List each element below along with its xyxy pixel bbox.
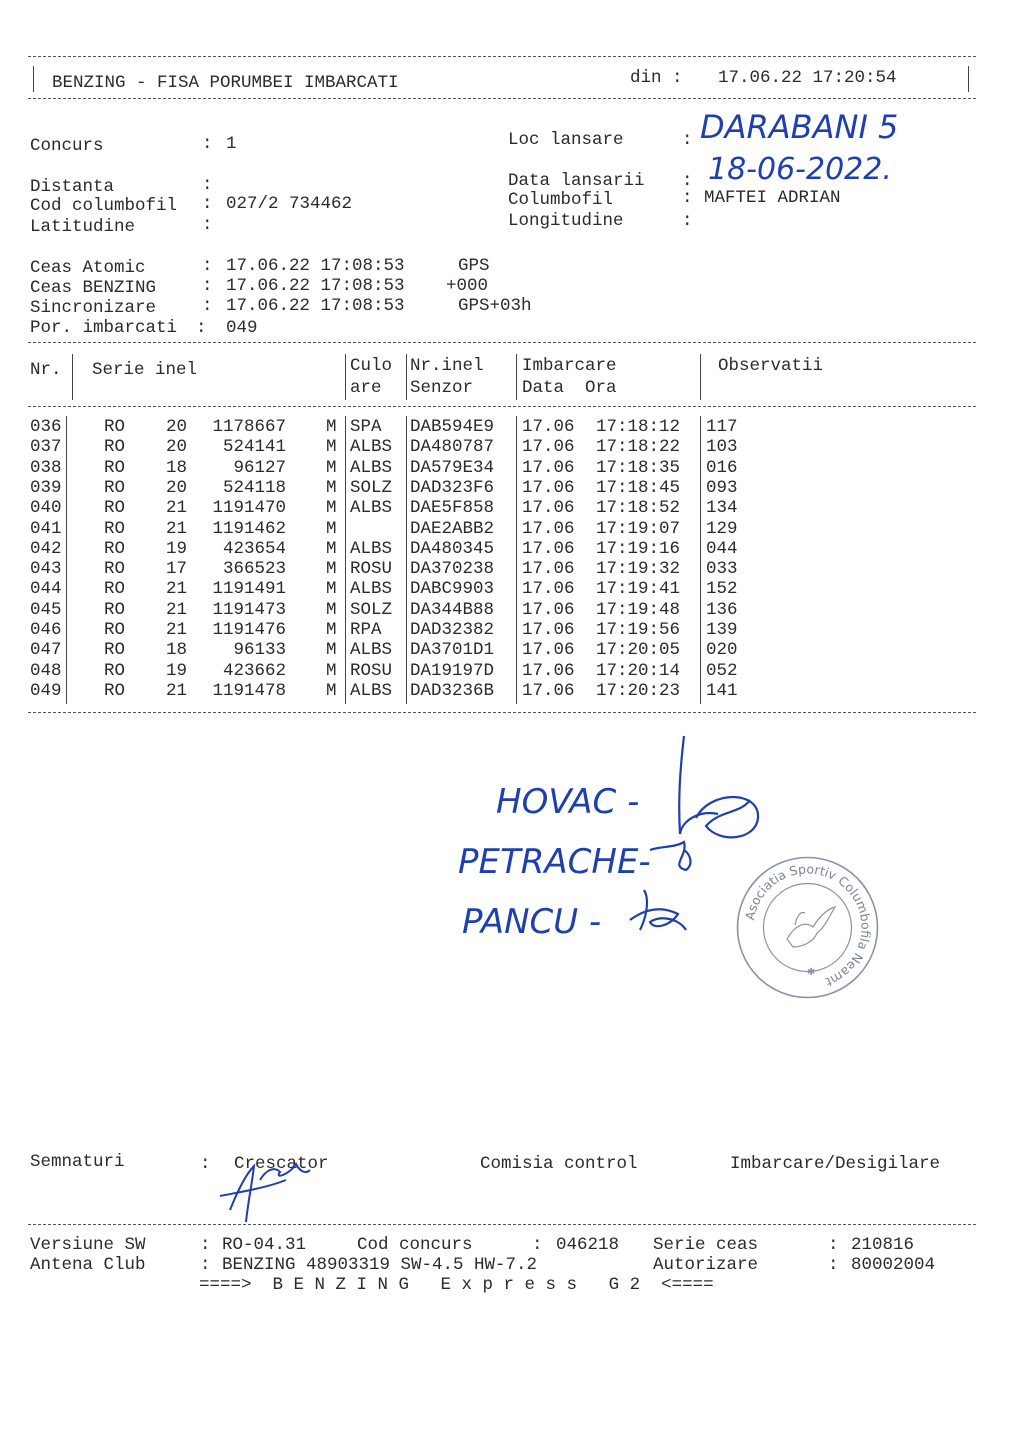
cell-yr: 19 <box>166 538 188 559</box>
semnaturi-label: Semnaturi <box>30 1152 125 1172</box>
cell-yr: 18 <box>166 640 188 661</box>
cell-num: 423662 <box>222 660 286 681</box>
cod-columbofil-colon: : <box>202 194 213 214</box>
loc-lansare-label: Loc lansare <box>508 130 624 150</box>
ceas-benzing-label: Ceas BENZING <box>30 278 157 298</box>
cell-nr: 036 <box>30 417 62 437</box>
cell-col: ALBS <box>350 579 393 600</box>
cell-num: 423654 <box>222 538 286 559</box>
table-header-divider <box>28 406 976 407</box>
cell-num: 1191473 <box>212 599 286 620</box>
antena-club-colon: : <box>200 1255 211 1275</box>
cod-columbofil-value: 027/2 734462 <box>226 194 353 214</box>
col-sep-sex <box>345 416 346 704</box>
cell-sensor: DAD3236B <box>410 680 495 701</box>
cell-num: 1191462 <box>212 518 286 539</box>
cell-col: ALBS <box>350 457 393 478</box>
cell-ctry: RO <box>104 538 126 559</box>
porumbei-imbarcati-label: Por. imbarcati <box>30 318 178 338</box>
cell-nr: 037 <box>30 437 62 458</box>
cell-ctry: RO <box>104 437 126 458</box>
header-observatii: Observatii <box>718 356 824 376</box>
cell-sensor: DA370238 <box>410 559 495 580</box>
cell-time: 17:18:22 <box>596 437 681 458</box>
cell-nr: 039 <box>30 477 62 498</box>
cell-sex: M <box>326 680 337 701</box>
crescator-signature <box>210 1150 320 1230</box>
cell-sensor: DAE2ABB2 <box>410 518 495 539</box>
cell-ctry: RO <box>104 680 126 701</box>
table-row <box>0 681 1024 701</box>
cell-time: 17:19:16 <box>596 538 681 559</box>
cell-col: ROSU <box>350 660 393 681</box>
table-row <box>0 539 1024 559</box>
cell-sex: M <box>326 518 337 539</box>
header-divider <box>28 98 976 99</box>
cell-date: 17.06 <box>522 518 575 539</box>
cell-date: 17.06 <box>522 559 575 580</box>
cell-time: 17:20:05 <box>596 640 681 661</box>
ceas-benzing-value: 17.06.22 17:08:53 <box>226 276 405 296</box>
cell-nr: 041 <box>30 518 62 539</box>
cell-nr: 040 <box>30 498 62 519</box>
columbofil-colon: : <box>682 188 693 208</box>
cell-col: ROSU <box>350 559 393 580</box>
cell-num: 1191476 <box>212 620 286 640</box>
header-imbarcare-1: Imbarcare <box>522 356 617 376</box>
cell-sensor: DA480787 <box>410 437 495 458</box>
cell-sensor: DA19197D <box>410 660 495 681</box>
cell-num: 1191491 <box>212 579 286 600</box>
cell-time: 17:19:56 <box>596 620 681 640</box>
svg-text:✱: ✱ <box>807 967 816 978</box>
serie-ceas-label: Serie ceas <box>653 1235 759 1255</box>
cod-concurs-colon: : <box>532 1235 543 1255</box>
porumbei-imbarcati-colon: : <box>196 318 207 338</box>
cell-date: 17.06 <box>522 660 575 681</box>
header-sep-4 <box>516 354 517 400</box>
serie-ceas-value: 210816 <box>851 1235 915 1255</box>
cell-ctry: RO <box>104 498 126 519</box>
cell-sensor: DABC9903 <box>410 579 495 600</box>
cell-nr: 047 <box>30 640 62 661</box>
cell-time: 17:20:23 <box>596 680 681 701</box>
cell-sex: M <box>326 538 337 559</box>
cell-yr: 20 <box>166 477 188 498</box>
crescator-label: Crescator <box>234 1154 329 1174</box>
sincronizare-colon: : <box>202 296 213 316</box>
ceas-atomic-value: 17.06.22 17:08:53 <box>226 256 405 276</box>
cell-obs: 103 <box>706 437 738 458</box>
sincronizare-label: Sincronizare <box>30 298 157 318</box>
cell-ctry: RO <box>104 477 126 498</box>
top-divider <box>28 56 976 57</box>
versiune-sw-label: Versiune SW <box>30 1235 146 1255</box>
cell-col: SOLZ <box>350 599 393 620</box>
cell-yr: 19 <box>166 660 188 681</box>
table-row <box>0 579 1024 599</box>
cell-time: 17:19:41 <box>596 579 681 600</box>
imbarcare-desigilare-label: Imbarcare/Desigilare <box>730 1154 941 1174</box>
cell-col: ALBS <box>350 538 393 559</box>
sincronizare-value: 17.06.22 17:08:53 <box>226 296 405 316</box>
cell-date: 17.06 <box>522 599 575 620</box>
cell-obs: 152 <box>706 579 738 600</box>
cell-sex: M <box>326 457 337 478</box>
cell-num: 1191470 <box>212 498 286 519</box>
table-row <box>0 478 1024 498</box>
cell-col: RPA <box>350 620 382 640</box>
header-nr-inel-1: Nr.inel <box>410 356 484 376</box>
longitudine-label: Longitudine <box>508 211 624 231</box>
cell-yr: 21 <box>166 620 188 640</box>
cell-ctry: RO <box>104 660 126 681</box>
cell-num: 96133 <box>233 640 286 661</box>
cell-ctry: RO <box>104 579 126 600</box>
commission-name-3: PANCU - <box>462 902 602 942</box>
ceas-benzing-colon: : <box>202 276 213 296</box>
cell-col: SPA <box>350 417 382 437</box>
cell-nr: 046 <box>30 620 62 640</box>
autorizare-label: Autorizare <box>653 1255 759 1275</box>
concurs-colon: : <box>202 134 213 154</box>
loc-lansare-colon: : <box>682 130 693 150</box>
data-lansarii-handwritten: 18-06-2022. <box>708 152 892 187</box>
table-bottom-divider <box>28 712 976 713</box>
svg-text:Asociatia Sportiv Columbofila: Asociatia Sportiv Columbofila Neamt <box>742 861 874 990</box>
cod-concurs-value: 046218 <box>556 1235 620 1255</box>
antena-club-label: Antena Club <box>30 1255 146 1275</box>
header-sep-3 <box>406 354 407 400</box>
col-sep-time <box>700 416 701 704</box>
col-sep-sensor <box>516 416 517 704</box>
col-sep-color <box>406 416 407 704</box>
table-row <box>0 417 1024 437</box>
sincronizare-note: GPS+03h <box>458 296 532 316</box>
cell-yr: 21 <box>166 579 188 600</box>
cod-columbofil-label: Cod columbofil <box>30 196 178 216</box>
cell-ctry: RO <box>104 518 126 539</box>
header-sep-2 <box>345 354 346 400</box>
date-label: din : <box>630 68 683 88</box>
cell-date: 17.06 <box>522 457 575 478</box>
cell-num: 96127 <box>233 457 286 478</box>
cell-col: ALBS <box>350 498 393 519</box>
porumbei-imbarcati-value: 049 <box>226 318 258 338</box>
cell-sex: M <box>326 417 337 437</box>
table-row <box>0 437 1024 457</box>
cell-obs: 033 <box>706 559 738 580</box>
table-row <box>0 620 1024 640</box>
commission-name-1: HOVAC - <box>496 782 640 822</box>
latitudine-colon: : <box>202 215 213 235</box>
cell-sensor: DA3701D1 <box>410 640 495 661</box>
ceas-atomic-note: GPS <box>458 256 490 276</box>
cell-date: 17.06 <box>522 640 575 661</box>
data-lansarii-label: Data lansarii <box>508 171 645 191</box>
longitudine-colon: : <box>682 211 693 231</box>
table-row <box>0 661 1024 681</box>
cell-ctry: RO <box>104 559 126 580</box>
columbofil-label: Columbofil <box>508 190 614 210</box>
cell-sensor: DAD32382 <box>410 620 495 640</box>
serie-ceas-colon: : <box>828 1235 839 1255</box>
footer-divider <box>28 1224 976 1225</box>
autorizare-value: 80002004 <box>851 1255 936 1275</box>
ceas-atomic-colon: : <box>202 256 213 276</box>
ceas-benzing-note: +000 <box>446 276 489 296</box>
table-top-divider <box>28 342 976 343</box>
cell-date: 17.06 <box>522 477 575 498</box>
cell-nr: 044 <box>30 579 62 600</box>
cell-ctry: RO <box>104 457 126 478</box>
cell-date: 17.06 <box>522 620 575 640</box>
cell-time: 17:20:14 <box>596 660 681 681</box>
columbofil-value: MAFTEI ADRIAN <box>704 188 841 208</box>
data-lansarii-colon: : <box>682 171 693 191</box>
cell-sex: M <box>326 579 337 600</box>
date-value: 17.06.22 17:20:54 <box>718 68 897 88</box>
cell-nr: 045 <box>30 599 62 620</box>
cell-yr: 21 <box>166 599 188 620</box>
cell-nr: 038 <box>30 457 62 478</box>
latitudine-label: Latitudine <box>30 217 136 237</box>
cell-col: ALBS <box>350 437 393 458</box>
header-imbarcare-2: Data Ora <box>522 378 617 398</box>
cell-obs: 052 <box>706 660 738 681</box>
cell-time: 17:19:48 <box>596 599 681 620</box>
cell-time: 17:18:52 <box>596 498 681 519</box>
cell-ctry: RO <box>104 640 126 661</box>
cell-ctry: RO <box>104 620 126 640</box>
cell-yr: 21 <box>166 680 188 701</box>
cell-sex: M <box>326 498 337 519</box>
distanta-label: Distanta <box>30 177 115 197</box>
cell-date: 17.06 <box>522 680 575 701</box>
cell-date: 17.06 <box>522 498 575 519</box>
cell-nr: 043 <box>30 559 62 580</box>
header-nr: Nr. <box>30 360 62 380</box>
cell-obs: 044 <box>706 538 738 559</box>
ceas-atomic-label: Ceas Atomic <box>30 258 146 278</box>
header-serie-inel: Serie inel <box>92 360 198 380</box>
concurs-value: 1 <box>226 134 237 154</box>
semnaturi-colon: : <box>200 1154 211 1174</box>
header-left-bar <box>33 66 34 92</box>
cell-nr: 049 <box>30 680 62 701</box>
cell-num: 524141 <box>222 437 286 458</box>
table-row <box>0 458 1024 478</box>
cell-date: 17.06 <box>522 538 575 559</box>
association-stamp <box>735 855 880 1000</box>
concurs-label: Concurs <box>30 136 104 156</box>
cell-time: 17:18:12 <box>596 417 681 437</box>
cell-obs: 020 <box>706 640 738 661</box>
cell-sex: M <box>326 599 337 620</box>
cell-yr: 21 <box>166 518 188 539</box>
antena-club-value: BENZING 48903319 SW-4.5 HW-7.2 <box>222 1255 538 1275</box>
cell-obs: 093 <box>706 477 738 498</box>
cell-sensor: DAE5F858 <box>410 498 495 519</box>
cell-time: 17:19:07 <box>596 518 681 539</box>
cod-concurs-label: Cod concurs <box>357 1235 473 1255</box>
benzing-banner: ====> B E N Z I N G E x p r e s s G 2 <==== <box>199 1275 714 1295</box>
cell-num: 524118 <box>222 477 286 498</box>
cell-sensor: DA480345 <box>410 538 495 559</box>
cell-obs: 117 <box>706 417 738 437</box>
cell-date: 17.06 <box>522 437 575 458</box>
header-right-bar <box>968 66 969 92</box>
cell-time: 17:19:32 <box>596 559 681 580</box>
versiune-sw-colon: : <box>200 1235 211 1255</box>
cell-num: 1178667 <box>212 417 286 437</box>
cell-obs: 129 <box>706 518 738 539</box>
header-sep-1 <box>72 354 73 400</box>
cell-yr: 20 <box>166 437 188 458</box>
versiune-sw-value: RO-04.31 <box>222 1235 307 1255</box>
header-nr-inel-2: Senzor <box>410 378 474 398</box>
cell-nr: 042 <box>30 538 62 559</box>
cell-sensor: DAB594E9 <box>410 417 495 437</box>
cell-sex: M <box>326 620 337 640</box>
cell-sex: M <box>326 660 337 681</box>
cell-sex: M <box>326 477 337 498</box>
col-sep-nr <box>66 416 67 704</box>
cell-num: 1191478 <box>212 680 286 701</box>
cell-col: SOLZ <box>350 477 393 498</box>
cell-sex: M <box>326 640 337 661</box>
autorizare-colon: : <box>828 1255 839 1275</box>
cell-yr: 21 <box>166 498 188 519</box>
cell-sex: M <box>326 437 337 458</box>
cell-obs: 136 <box>706 599 738 620</box>
loc-lansare-handwritten: DARABANI 5 <box>700 108 899 146</box>
comisia-control-label: Comisia control <box>480 1154 638 1174</box>
header-culoare-1: Culo <box>350 356 393 376</box>
cell-yr: 18 <box>166 457 188 478</box>
cell-obs: 141 <box>706 680 738 701</box>
table-row <box>0 559 1024 579</box>
cell-col: ALBS <box>350 680 393 701</box>
cell-col: ALBS <box>350 640 393 661</box>
document-title: BENZING - FISA PORUMBEI IMBARCATI <box>52 73 399 93</box>
cell-obs: 134 <box>706 498 738 519</box>
cell-nr: 048 <box>30 660 62 681</box>
cell-ctry: RO <box>104 599 126 620</box>
commission-name-2: PETRACHE- <box>458 842 651 882</box>
cell-sensor: DA344B88 <box>410 599 495 620</box>
cell-obs: 139 <box>706 620 738 640</box>
table-row <box>0 640 1024 660</box>
header-sep-5 <box>700 354 701 400</box>
cell-sensor: DAD323F6 <box>410 477 495 498</box>
table-row <box>0 519 1024 539</box>
cell-yr: 17 <box>166 559 188 580</box>
cell-yr: 20 <box>166 417 188 437</box>
table-row <box>0 600 1024 620</box>
cell-date: 17.06 <box>522 579 575 600</box>
cell-sensor: DA579E34 <box>410 457 495 478</box>
cell-ctry: RO <box>104 417 126 437</box>
cell-date: 17.06 <box>522 417 575 437</box>
cell-num: 366523 <box>222 559 286 580</box>
cell-time: 17:18:35 <box>596 457 681 478</box>
cell-time: 17:18:45 <box>596 477 681 498</box>
table-row <box>0 498 1024 518</box>
distanta-colon: : <box>202 175 213 195</box>
cell-sex: M <box>326 559 337 580</box>
cell-obs: 016 <box>706 457 738 478</box>
header-culoare-2: are <box>350 378 382 398</box>
